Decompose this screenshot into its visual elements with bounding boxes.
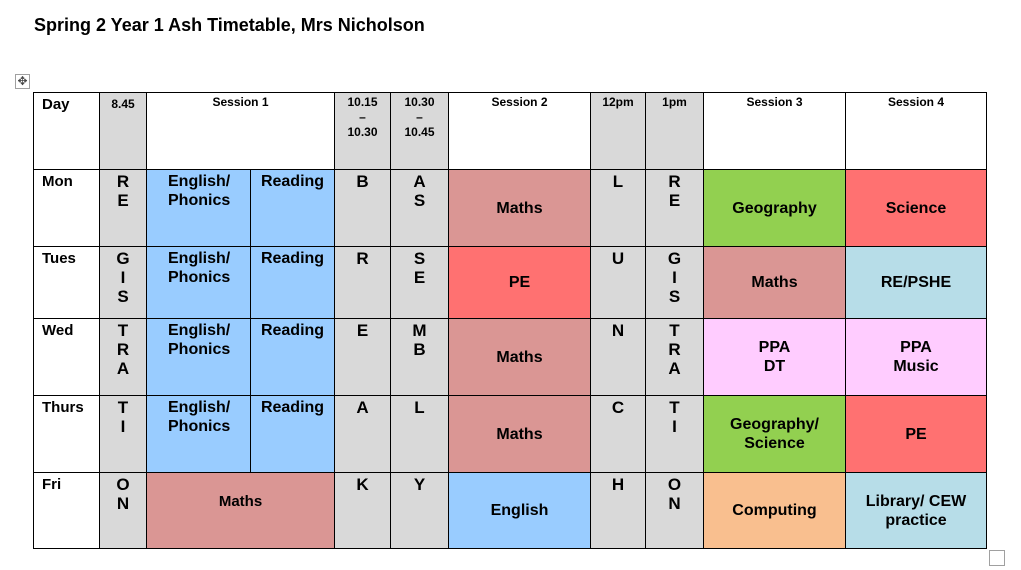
session-3-cell: PPA DT <box>704 319 846 396</box>
session-2-cell: Maths <box>449 170 591 247</box>
registration-pm-cell: G I S <box>646 247 704 319</box>
session-3-cell: Geography <box>704 170 846 247</box>
session-3-cell: Geography/ Science <box>704 396 846 473</box>
table-row <box>34 319 987 396</box>
day-cell: Thurs <box>34 396 100 473</box>
registration-am-cell: G I S <box>100 247 147 319</box>
lunch-cell: U <box>591 247 646 319</box>
header-845: 8.45 <box>100 93 147 170</box>
session-4-cell: PE <box>846 396 987 473</box>
header-1pm: 1pm <box>646 93 704 170</box>
table-row <box>34 473 987 549</box>
lunch-cell: N <box>591 319 646 396</box>
reading-cell: Reading <box>251 247 335 319</box>
session-3-cell: Computing <box>704 473 846 549</box>
header-session-2: Session 2 <box>449 93 591 170</box>
registration-pm-cell: O N <box>646 473 704 549</box>
header-1030: 10.30 – 10.45 <box>391 93 449 170</box>
assembly-cell: L <box>391 396 449 473</box>
day-cell: Fri <box>34 473 100 549</box>
registration-am-cell: R E <box>100 170 147 247</box>
assembly-cell: Y <box>391 473 449 549</box>
registration-pm-cell: T R A <box>646 319 704 396</box>
session-2-cell: Maths <box>449 319 591 396</box>
break-cell: E <box>335 319 391 396</box>
day-cell: Wed <box>34 319 100 396</box>
session-3-cell: Maths <box>704 247 846 319</box>
registration-am-cell: T R A <box>100 319 147 396</box>
page-title: Spring 2 Year 1 Ash Timetable, Mrs Nicholson <box>34 15 425 35</box>
session-4-cell: Science <box>846 170 987 247</box>
header-day: Day <box>34 93 100 170</box>
table-row <box>34 170 987 247</box>
table-row <box>34 396 987 473</box>
assembly-cell: S E <box>391 247 449 319</box>
registration-pm-cell: R E <box>646 170 704 247</box>
assembly-cell: A S <box>391 170 449 247</box>
english-phonics-cell: English/ Phonics <box>147 396 251 473</box>
lunch-cell: L <box>591 170 646 247</box>
session-4-cell: PPA Music <box>846 319 987 396</box>
reading-cell: Reading <box>251 170 335 247</box>
english-phonics-cell: English/ Phonics <box>147 319 251 396</box>
break-cell: K <box>335 473 391 549</box>
header-12pm: 12pm <box>591 93 646 170</box>
table-row <box>34 247 987 319</box>
session-1-cell: Maths <box>147 473 335 549</box>
break-cell: R <box>335 247 391 319</box>
day-cell: Tues <box>34 247 100 319</box>
english-phonics-cell: English/ Phonics <box>147 247 251 319</box>
reading-cell: Reading <box>251 396 335 473</box>
session-4-cell: RE/PSHE <box>846 247 987 319</box>
header-session-4: Session 4 <box>846 93 987 170</box>
registration-pm-cell: T I <box>646 396 704 473</box>
header-row <box>34 93 987 170</box>
header-session-1: Session 1 <box>147 93 335 170</box>
lunch-cell: H <box>591 473 646 549</box>
reading-cell: Reading <box>251 319 335 396</box>
session-2-cell: Maths <box>449 396 591 473</box>
assembly-cell: M B <box>391 319 449 396</box>
break-cell: A <box>335 396 391 473</box>
session-2-cell: English <box>449 473 591 549</box>
english-phonics-cell: English/ Phonics <box>147 170 251 247</box>
header-session-3: Session 3 <box>704 93 846 170</box>
session-4-cell: Library/ CEW practice <box>846 473 987 549</box>
lunch-cell: C <box>591 396 646 473</box>
registration-am-cell: T I <box>100 396 147 473</box>
timetable <box>33 92 987 549</box>
break-cell: B <box>335 170 391 247</box>
session-2-cell: PE <box>449 247 591 319</box>
header-1015: 10.15 – 10.30 <box>335 93 391 170</box>
registration-am-cell: O N <box>100 473 147 549</box>
table-move-handle-icon[interactable]: ✥ <box>15 74 30 89</box>
table-resize-handle[interactable] <box>989 550 1005 566</box>
day-cell: Mon <box>34 170 100 247</box>
